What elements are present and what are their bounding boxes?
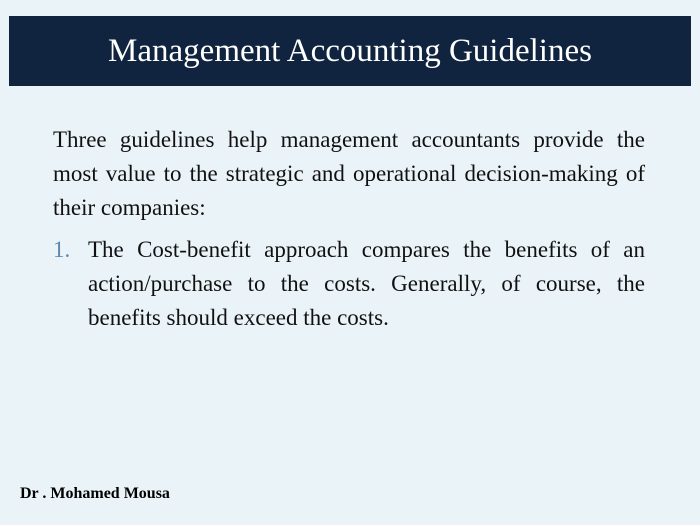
guidelines-list — [53, 233, 645, 335]
slide-footer-author: Dr . Mohamed Mousa — [20, 485, 170, 502]
slide-title: Management Accounting Guidelines — [108, 32, 592, 69]
guideline-text: The Cost-benefit approach compares the benefits of an action/purchase to the costs. Generally, of course, the benefits should exceed the costs. — [88, 237, 645, 330]
guideline-number: 1. — [53, 237, 71, 262]
guideline-item-1 — [53, 233, 645, 335]
intro-paragraph: Three guidelines help management accountants provide the most value to the strategic and operational decision-making of their companies: — [53, 127, 645, 220]
slide-title-bar — [9, 16, 691, 86]
slide-content — [53, 123, 645, 335]
